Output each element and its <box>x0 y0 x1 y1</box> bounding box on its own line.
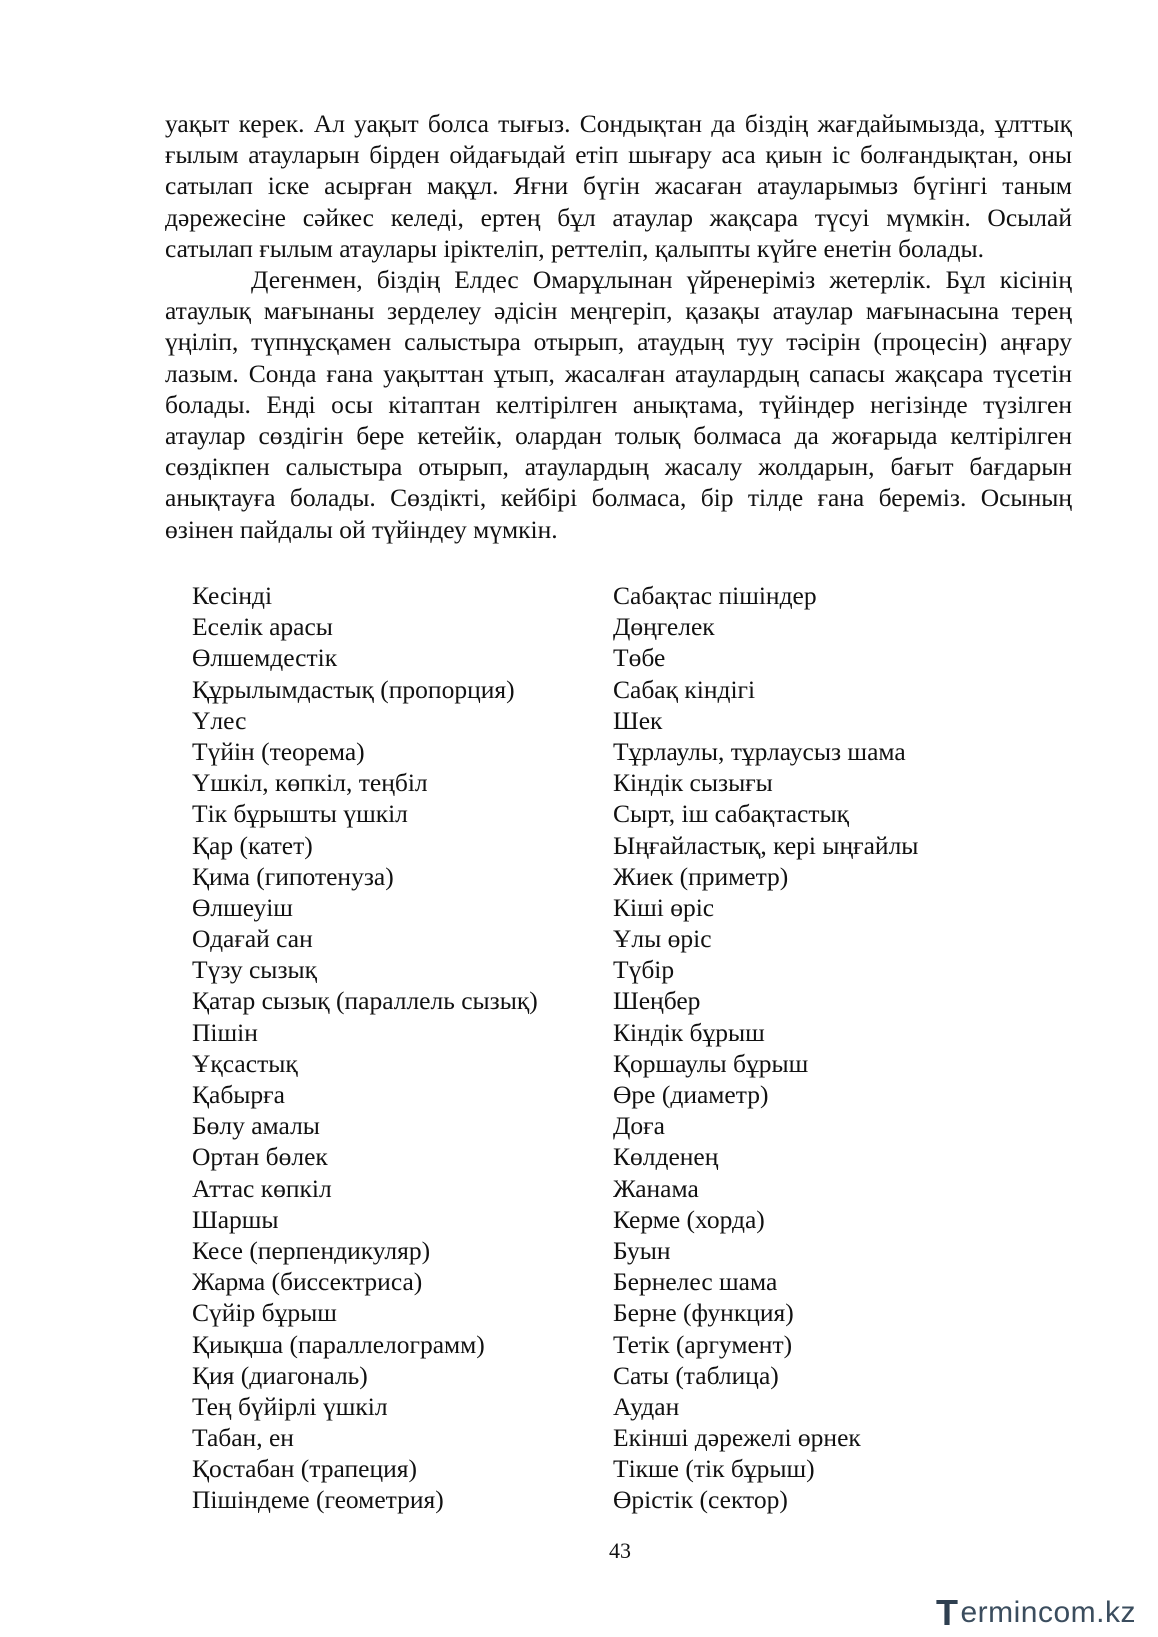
term-left: Қабырға <box>192 1080 285 1109</box>
term-row <box>192 611 1052 642</box>
term-right: Сабақ кіндігі <box>613 674 756 704</box>
term-right: Төбе <box>613 643 666 673</box>
term-row <box>192 1484 1052 1515</box>
term-left: Үлес <box>192 705 247 735</box>
term-right: Сабақтас пішіндер <box>613 581 817 610</box>
term-left: Пішіндеме (геометрия) <box>192 1485 444 1515</box>
watermark-logo <box>936 1592 1136 1634</box>
term-left: Үшкіл, көпкіл, теңбіл <box>192 768 428 798</box>
term-right: Бернелес шама <box>613 1267 778 1297</box>
term-right: Тікше (тік бұрыш) <box>613 1454 815 1484</box>
term-left: Құрылымдастық (пропорция) <box>192 674 515 704</box>
term-row <box>192 1017 1052 1048</box>
term-row <box>192 892 1052 923</box>
term-left: Қатар сызық (параллель сызық) <box>192 986 538 1016</box>
term-row <box>192 1110 1052 1141</box>
term-left: Қостабан (трапеция) <box>192 1454 417 1484</box>
term-row <box>192 954 1052 985</box>
term-list <box>192 580 1052 1516</box>
term-left: Түйін (теорема) <box>192 736 365 766</box>
term-row <box>192 1329 1052 1360</box>
term-right: Көлденең <box>613 1142 719 1172</box>
paragraph: Дегенмен, біздің Елдес Омарұлынан үйренеріміз жетерлік. Бұл кісінің атаулық мағынаны зерделеу әдісін меңгеріп, қазақы атаулар мағынасына терең үңіліп, түпнұсқамен салыстыра отырып, атаудың туу тәсірін (процесін) аңғару лазым. Сонда ғана уақыттан ұтып, жасалған атаулардың сапасы жақсара түсетін болады. Енді осы кітаптан келтірілген анықтама, түйіндер негізінде түзілген атаулар сөздігін бере кетейік, олардан толық болмаса да жоғарыда келтірілген сөздікпен салыстыра отырып, атаулардың жасалу жолдарын, бағыт бағдарын анықтауға болады. Сөздікті, кейбірі болмаса, бір тілде ғана береміз. Осының өзінен пайдалы ой түйіндеу мүмкін. <box>165 265 1072 544</box>
term-row <box>192 861 1052 892</box>
term-left: Түзу сызық <box>192 955 318 985</box>
term-row <box>192 580 1052 611</box>
term-right: Тетік (аргумент) <box>613 1329 793 1359</box>
term-right: Доға <box>613 1111 665 1141</box>
term-row <box>192 923 1052 954</box>
term-right: Керме (хорда) <box>613 1204 765 1234</box>
term-row <box>192 1422 1052 1453</box>
term-row <box>192 1079 1052 1110</box>
body-text <box>165 108 1072 545</box>
term-row <box>192 1204 1052 1235</box>
term-right: Сырт, іш сабақтастық <box>613 799 850 829</box>
term-row <box>192 1173 1052 1204</box>
term-right: Шеңбер <box>613 986 701 1016</box>
term-left: Қиықша (параллелограмм) <box>192 1329 485 1359</box>
term-right: Түбір <box>613 955 675 985</box>
term-right: Саты (таблица) <box>613 1360 779 1390</box>
term-right: Тұрлаулы, тұрлаусыз шама <box>613 736 906 766</box>
term-row <box>192 830 1052 861</box>
term-row <box>192 1266 1052 1297</box>
term-right: Өре (диаметр) <box>613 1080 769 1109</box>
term-left: Жарма (биссектриса) <box>192 1267 423 1297</box>
term-row <box>192 674 1052 705</box>
term-left: Кесінді <box>192 581 273 610</box>
term-right: Аудан <box>613 1391 680 1421</box>
term-row <box>192 985 1052 1016</box>
term-left: Қар (катет) <box>192 830 313 860</box>
term-left: Сүйір бұрыш <box>192 1298 337 1328</box>
term-left: Ортан бөлек <box>192 1142 328 1172</box>
term-row <box>192 1235 1052 1266</box>
term-left: Бөлу амалы <box>192 1111 320 1141</box>
watermark-text: ermincom.kz <box>960 1596 1136 1629</box>
term-left: Табан, ен <box>192 1423 294 1453</box>
term-row <box>192 642 1052 673</box>
term-row <box>192 1453 1052 1484</box>
term-left: Аттас көпкіл <box>192 1173 332 1203</box>
term-row <box>192 1141 1052 1172</box>
term-right: Буын <box>613 1235 671 1265</box>
term-row <box>192 1297 1052 1328</box>
term-row <box>192 736 1052 767</box>
term-left: Қима (гипотенуза) <box>192 861 394 891</box>
term-right: Қоршаулы бұрыш <box>613 1048 809 1078</box>
term-left: Кесе (перпендикуляр) <box>192 1235 431 1265</box>
term-right: Шек <box>613 705 663 735</box>
paragraph: уақыт керек. Ал уақыт болса тығыз. Сондықтан да біздің жағдайымызда, ұлттық ғылым атауларын бірден ойдағыдай етіп шығару аса қиын іс болғандықтан, оны сатылап іске асырған мақұл. Яғни бүгін жасаған атауларымыз бүгінгі таным дәрежесіне сәйкес келеді, ертең бұл атаулар жақсара түсуі мүмкін. Осылай сатылап ғылым атаулары іріктеліп, реттеліп, қалыпты күйге енетін болады. <box>165 109 1072 263</box>
term-row <box>192 1360 1052 1391</box>
term-left: Өлшеуіш <box>192 892 293 922</box>
term-left: Шаршы <box>192 1204 279 1234</box>
term-row <box>192 1391 1052 1422</box>
term-row <box>192 798 1052 829</box>
term-right: Кіші өріс <box>613 892 715 922</box>
term-left: Тік бұрышты үшкіл <box>192 799 408 829</box>
term-right: Ұлы өріс <box>613 924 712 954</box>
term-left: Еселік арасы <box>192 612 333 642</box>
term-right: Жанама <box>613 1173 699 1203</box>
watermark-initial: T <box>935 1592 959 1633</box>
term-left: Одағай сан <box>192 924 313 954</box>
term-left: Пішін <box>192 1017 258 1047</box>
term-right: Өрістік (сектор) <box>613 1485 788 1515</box>
term-row <box>192 1048 1052 1079</box>
term-left: Тең бүйірлі үшкіл <box>192 1391 388 1421</box>
term-right: Дөңгелек <box>613 612 715 642</box>
term-right: Кіндік бұрыш <box>613 1017 765 1047</box>
term-right: Кіндік сызығы <box>613 768 773 798</box>
term-row <box>192 705 1052 736</box>
term-left: Өлшемдестік <box>192 643 338 673</box>
term-right: Жиек (приметр) <box>613 861 789 891</box>
term-right: Екінші дәрежелі өрнек <box>613 1423 861 1453</box>
term-left: Ұқсастық <box>192 1048 298 1078</box>
term-right: Берне (функция) <box>613 1298 794 1328</box>
term-left: Қия (диагональ) <box>192 1360 368 1390</box>
page-number: 43 <box>609 1538 631 1563</box>
term-right: Ыңғайластық, кері ыңғайлы <box>613 830 919 860</box>
term-row <box>192 767 1052 798</box>
